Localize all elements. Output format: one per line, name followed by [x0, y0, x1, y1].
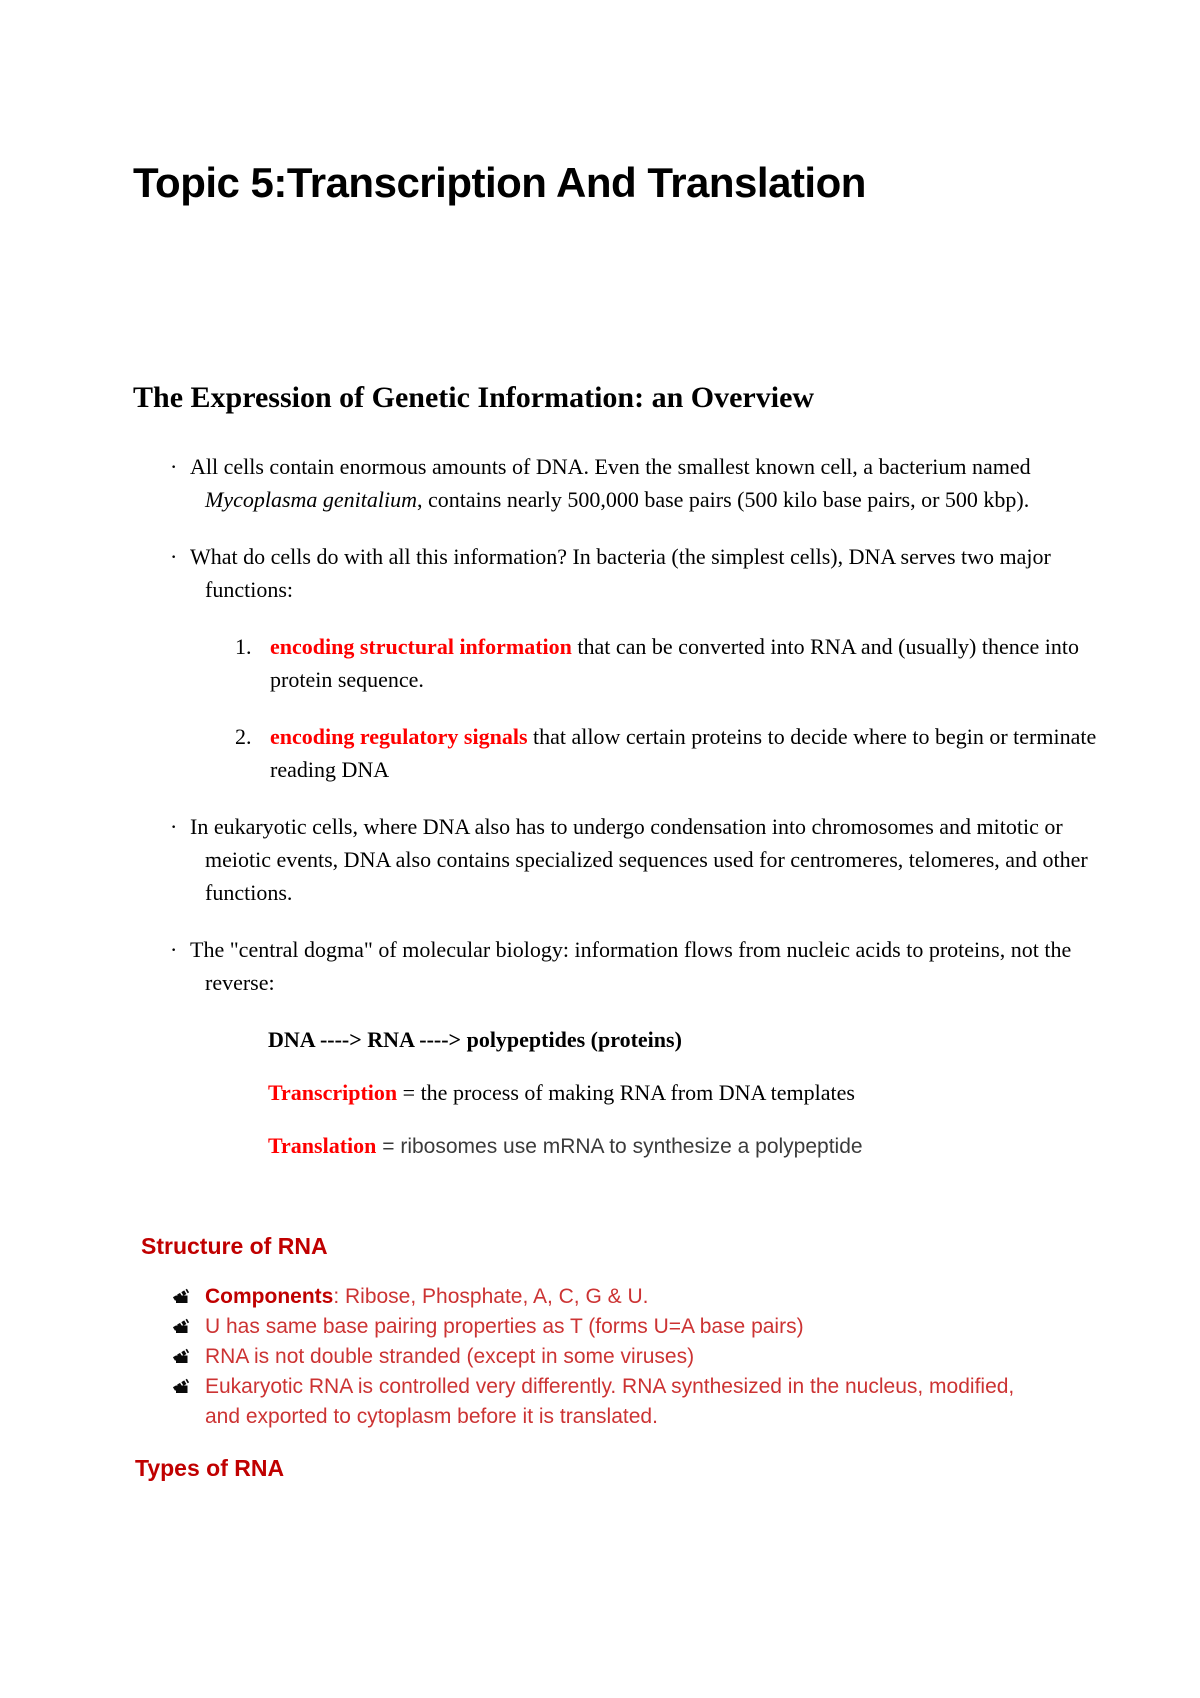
clapperboard-icon — [172, 1373, 192, 1402]
bullet-item-2 — [133, 540, 1104, 606]
bullet-item-3 — [133, 810, 1104, 909]
bullet-marker: · — [170, 544, 178, 569]
term-encoding-regulatory-signals: encoding regulatory signals — [270, 724, 528, 749]
translation-definition-line — [133, 1129, 1104, 1163]
rna-structure-list — [133, 1282, 1035, 1431]
translation-definition-text: = ribosomes use mRNA to synthesize a polypeptide — [376, 1135, 863, 1158]
rna-item-bold-lead: Components — [205, 1285, 334, 1308]
term-transcription: Transcription — [268, 1080, 398, 1105]
rna-list-item-components — [133, 1282, 1035, 1312]
rna-item-text: Eukaryotic RNA is controlled very differently. RNA synthesized in the nucleus, modified, and exported to cytoplasm before it is translated. — [205, 1375, 1015, 1428]
list-number: 1. — [235, 634, 252, 659]
list-number: 2. — [235, 724, 252, 749]
bullet1-text-pre: All cells contain enormous amounts of DNA. Even the smallest known cell, a bacterium named — [190, 454, 1031, 479]
bullet-marker: · — [170, 454, 178, 479]
bullet-item-1 — [133, 450, 1104, 516]
numbered1-rest: that can be converted into RNA and (usually) thence into protein sequence. — [270, 634, 1079, 692]
bullet1-text-post: , contains nearly 500,000 base pairs (500 kilo base pairs, or 500 kbp). — [417, 487, 1030, 512]
bullet3-text: In eukaryotic cells, where DNA also has to undergo condensation into chromosomes and mitotic or meiotic events, DNA also contains specialized sequences used for centromeres, telomeres, and other functions. — [190, 814, 1088, 905]
transcription-definition-text: = the process of making RNA from DNA templates — [397, 1080, 855, 1105]
rna-item-text: : Ribose, Phosphate, A, C, G & U. — [333, 1285, 649, 1308]
rna-list-item-eukaryotic-control — [133, 1372, 1035, 1431]
bullet-marker: · — [170, 814, 178, 839]
numbered2-rest: that allow certain proteins to decide where to begin or terminate reading DNA — [270, 724, 1097, 782]
bullet2-text: What do cells do with all this information? In bacteria (the simplest cells), DNA serves two major functions: — [190, 544, 1051, 602]
rna-item-text: RNA is not double stranded (except in some viruses) — [205, 1345, 695, 1368]
transcription-definition-line — [133, 1076, 1104, 1109]
rna-list-item-not-double-stranded — [133, 1342, 1035, 1372]
section-heading-structure-of-rna: Structure of RNA — [141, 1233, 328, 1259]
section-heading-types-of-rna: Types of RNA — [135, 1455, 285, 1481]
bullet4-text: The "central dogma" of molecular biology: information flows from nucleic acids to proteins, not the reverse: — [190, 937, 1072, 995]
term-encoding-structural-information: encoding structural information — [270, 634, 572, 659]
section-heading-overview: The Expression of Genetic Information: an Overview — [133, 381, 815, 414]
clapperboard-icon — [172, 1283, 192, 1312]
rna-item-text: U has same base pairing properties as T (forms U=A base pairs) — [205, 1315, 804, 1338]
numbered-item-1 — [133, 630, 1104, 696]
clapperboard-icon — [172, 1343, 192, 1372]
rna-list-item-u-pairing — [133, 1312, 1035, 1342]
clapperboard-icon — [172, 1313, 192, 1342]
overview-body — [133, 450, 1104, 1163]
bullet-marker: · — [170, 937, 178, 962]
page-title: Topic 5:Transcription And Translation — [133, 159, 866, 206]
species-name-italic: Mycoplasma genitalium — [205, 487, 418, 512]
bullet-item-4 — [133, 933, 1104, 999]
central-dogma-flow-line: DNA ----> RNA ----> polypeptides (proteins) — [268, 1027, 682, 1052]
term-translation: Translation — [268, 1133, 377, 1158]
numbered-item-2 — [133, 720, 1104, 786]
